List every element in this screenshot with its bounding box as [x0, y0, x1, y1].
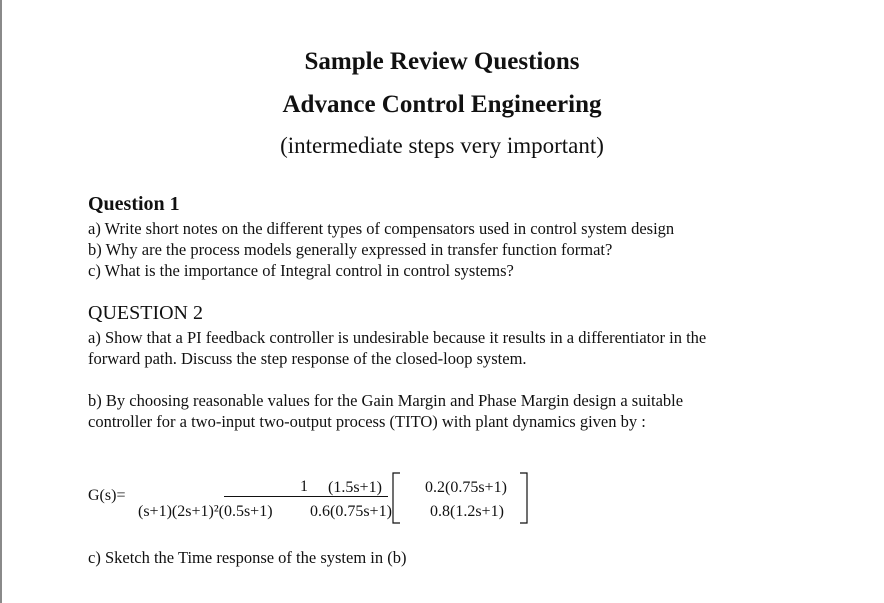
matrix-cell-1-1: (1.5s+1) [328, 479, 382, 496]
matrix-cell-1-2: 0.2(0.75s+1) [425, 479, 507, 496]
document-subtitle: Advance Control Engineering [282, 91, 602, 118]
equation-denominator: (s+1)(2s+1)²(0.5s+1) [138, 503, 273, 520]
question2-part-b-line1: b) By choosing reasonable values for the Gain Margin and Phase Margin design a suitable [88, 391, 684, 410]
matrix-cell-2-1: 0.6(0.75s+1) [310, 503, 392, 520]
matrix-right-bracket [518, 472, 530, 524]
matrix-cell-2-2: 0.8(1.2s+1) [430, 503, 504, 520]
question2-part-a-line1: a) Show that a PI feedback controller is undesirable because it results in a differentiator in the [88, 328, 707, 347]
transfer-function-equation [88, 466, 548, 528]
document-note: (intermediate steps very important) [280, 133, 604, 158]
question2-heading: QUESTION 2 [88, 302, 203, 324]
question2-part-a-line2: forward path. Discuss the step response of the closed-loop system. [88, 349, 527, 368]
question2-part-c: c) Sketch the Time response of the system in (b) [88, 548, 407, 567]
document-title: Sample Review Questions [304, 48, 580, 75]
question1-item-a: a) Write short notes on the different types of compensators used in control system design [88, 219, 675, 238]
question1-heading: Question 1 [88, 193, 180, 215]
question1-item-b: b) Why are the process models generally expressed in transfer function format? [88, 240, 613, 259]
equation-numerator: 1 [300, 478, 308, 495]
question1-item-c: c) What is the importance of Integral control in control systems? [88, 261, 514, 280]
question2-part-b-line2: controller for a two-input two-output process (TITO) with plant dynamics given by : [88, 412, 646, 431]
equation-lhs: G(s)= [88, 487, 126, 504]
